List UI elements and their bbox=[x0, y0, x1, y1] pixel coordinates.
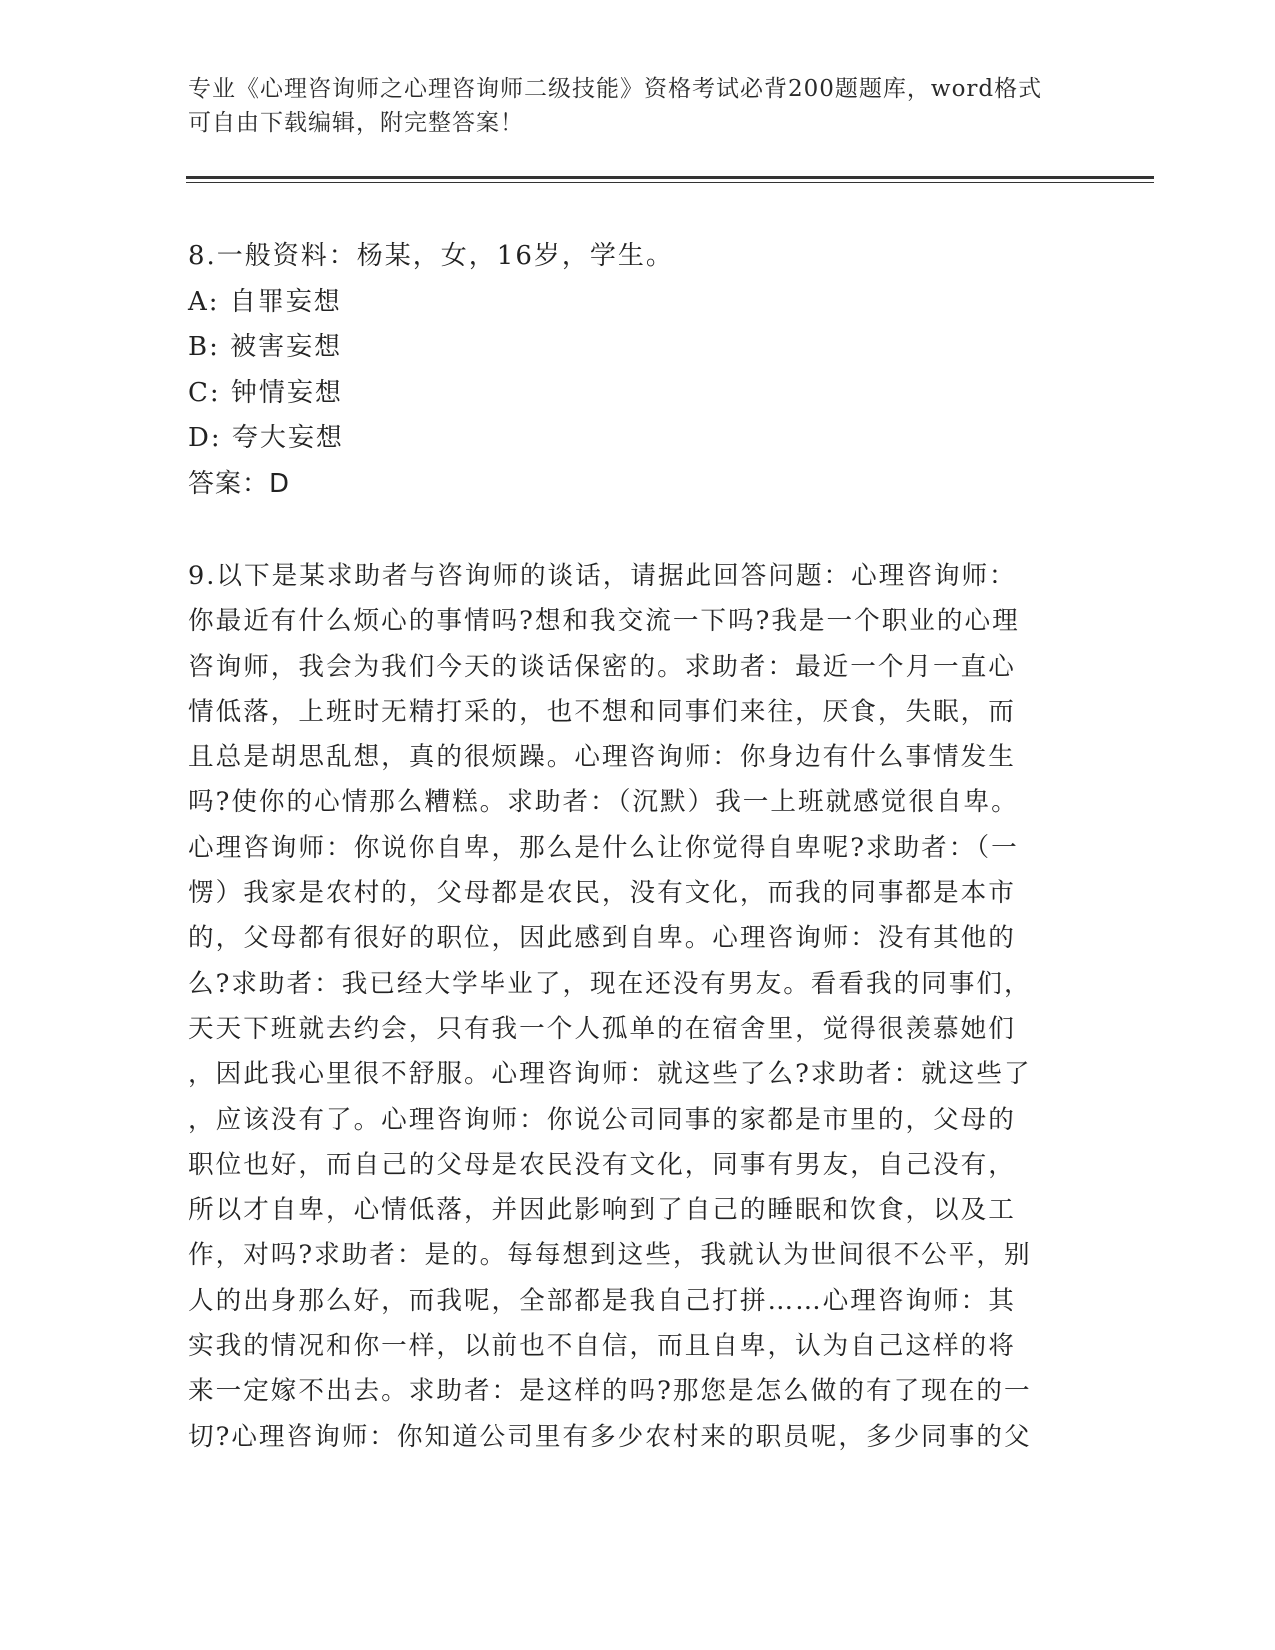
question-9-line: 愣）我家是农村的，父母都是农民，没有文化，而我的同事都是本市 bbox=[188, 878, 1016, 909]
header-divider-thin bbox=[186, 182, 1154, 183]
question-9 bbox=[188, 554, 1088, 1460]
question-9-line: 人的出身那么好，而我呢，全部都是我自己打拼……心理咨询师：其 bbox=[188, 1285, 1016, 1316]
question-8-option-b: B: 被害妄想 bbox=[188, 332, 343, 363]
question-9-line: 天天下班就去约会，只有我一个人孤单的在宿舍里，觉得很羡慕她们 bbox=[188, 1013, 1016, 1044]
question-8-stem: 8.一般资料：杨某，女，16岁，学生。 bbox=[188, 241, 674, 271]
question-9-line: ，因此我心里很不舒服。心理咨询师：就这些了么?求助者：就这些了 bbox=[188, 1059, 1032, 1090]
question-8-answer: 答案：D bbox=[188, 468, 291, 499]
question-9-line: 9.以下是某求助者与咨询师的谈话，请据此回答问题：心理咨询师： bbox=[188, 561, 1017, 591]
question-9-line: 心理咨询师：你说你自卑，那么是什么让你觉得自卑呢?求助者：（一 bbox=[188, 832, 1019, 863]
header-line-2: 可自由下载编辑，附完整答案！ bbox=[188, 110, 524, 136]
question-9-line: 实我的情况和你一样，以前也不自信，而且自卑，认为自己这样的将 bbox=[188, 1331, 1016, 1362]
question-8 bbox=[188, 234, 1088, 508]
question-9-line: 你最近有什么烦心的事情吗?想和我交流一下吗?我是一个职业的心理 bbox=[188, 606, 1020, 637]
question-8-option-a: A: 自罪妄想 bbox=[188, 286, 342, 317]
question-9-line: 切?心理咨询师：你知道公司里有多少农村来的职员呢，多少同事的父 bbox=[188, 1421, 1032, 1452]
question-9-line: 咨询师，我会为我们今天的谈话保密的。求助者：最近一个月一直心 bbox=[188, 651, 1016, 682]
question-8-option-d: D: 夸大妄想 bbox=[188, 423, 344, 454]
question-9-line: 么?求助者：我已经大学毕业了，现在还没有男友。看看我的同事们， bbox=[188, 968, 1032, 999]
question-9-line: 情低落，上班时无精打采的，也不想和同事们来往，厌食，失眠，而 bbox=[188, 696, 1016, 727]
question-9-line: 作，对吗?求助者：是的。每每想到这些，我就认为世间很不公平，别 bbox=[188, 1240, 1032, 1271]
question-9-line: ，应该没有了。心理咨询师：你说公司同事的家都是市里的，父母的 bbox=[188, 1104, 1016, 1135]
header-line-1: 专业《心理咨询师之心理咨询师二级技能》资格考试必背200题题库，word格式 bbox=[188, 76, 1043, 102]
header-divider-thick bbox=[186, 176, 1154, 179]
document-header bbox=[188, 72, 1068, 140]
question-9-line: 所以才自卑，心情低落，并因此影响到了自己的睡眠和饮食，以及工 bbox=[188, 1195, 1016, 1226]
question-9-line: 来一定嫁不出去。求助者：是这样的吗?那您是怎么做的有了现在的一 bbox=[188, 1376, 1032, 1407]
question-9-line: 吗?使你的心情那么糟糕。求助者：（沉默）我一上班就感觉很自卑。 bbox=[188, 787, 1019, 818]
question-9-line: 的，父母都有很好的职位，因此感到自卑。心理咨询师：没有其他的 bbox=[188, 923, 1016, 954]
question-9-line: 职位也好，而自己的父母是农民没有文化，同事有男友，自己没有， bbox=[188, 1149, 1016, 1180]
question-9-line: 且总是胡思乱想，真的很烦躁。心理咨询师：你身边有什么事情发生 bbox=[188, 742, 1016, 773]
question-8-option-c: C: 钟情妄想 bbox=[188, 377, 343, 408]
